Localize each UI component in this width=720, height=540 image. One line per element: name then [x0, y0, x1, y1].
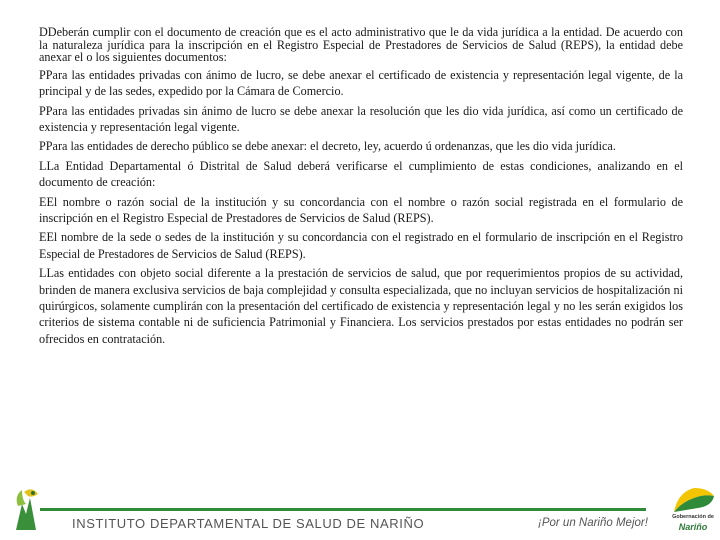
paragraph-privadas-lucro: PPara las entidades privadas con ánimo de lucro, se debe anexar el certificado de existencia y representación legal vigente, de la principal y de las sedes, expedido por la Cámara de Comercio.: [39, 67, 683, 99]
paragraph-objeto-social: LLas entidades con objeto social diferente a la prestación de servicios de salud, que por requerimientos propios de su actividad, brinden de manera exclusiva servicios de baja complejidad y consulta especializada, que no incluyan servicios de hospitalización ni quirúrgicos, solamente cumplirán con la presentación del certificado de existencia y representación legal y no les serán exigidos los criterios de sistema contable ni de suficiencia Patrimonial y Financiera. Los servicios prestados por estas entidades no podrán ser ofrecidos en contratación.: [39, 266, 683, 346]
footer-divider: [40, 508, 646, 511]
paragraph-nombre-razon-social: EEl nombre o razón social de la institución y su concordancia con el nombre o razón social registrada en el formulario de inscripción en el Registro Especial de Prestadores de Servicios de Salud (REPS).: [39, 194, 683, 226]
document-body: [39, 26, 683, 350]
gobernacion-flag-icon: [668, 486, 718, 516]
logo-text-line1: Gobernación de: [672, 514, 714, 520]
footer-institution-name: INSTITUTO DEPARTAMENTAL DE SALUD DE NARIÑO: [72, 516, 425, 531]
gobernacion-logo: [668, 486, 718, 536]
footer-slogan: ¡Por un Nariño Mejor!: [538, 517, 648, 529]
paragraph-nombre-sede: EEl nombre de la sede o sedes de la institución y su concordancia con el registrado en el formulario de inscripción en el Registro Especial de Prestadores de Servicios de Salud (REPS).: [39, 230, 683, 261]
paragraph-verificacion: LLa Entidad Departamental ó Distrital de Salud deberá verificarse el cumplimiento de estas condiciones, analizando en el documento de creación:: [39, 158, 683, 190]
logo-text-line2: Nariño: [678, 522, 708, 532]
paragraph-derecho-publico: PPara las entidades de derecho público se debe anexar: el decreto, ley, acuerdo ú ordenanzas, que les dio vida jurídica.: [39, 139, 616, 154]
paragraph-intro: DDeberán cumplir con el documento de creación que es el acto administrativo que le da vida jurídica a la entidad. De acuerdo con la naturaleza jurídica para la inscripción en el Registro Especial de Prestadores de Servicios de Salud (REPS), la entidad debe anexar el o los siguientes documentos:: [39, 25, 683, 65]
paragraph-privadas-sin-lucro: PPara las entidades privadas sin ánimo de lucro se debe anexar la resolución que les dio vida jurídica, así como un certificado de existencia y representación legal vigente.: [39, 103, 683, 134]
